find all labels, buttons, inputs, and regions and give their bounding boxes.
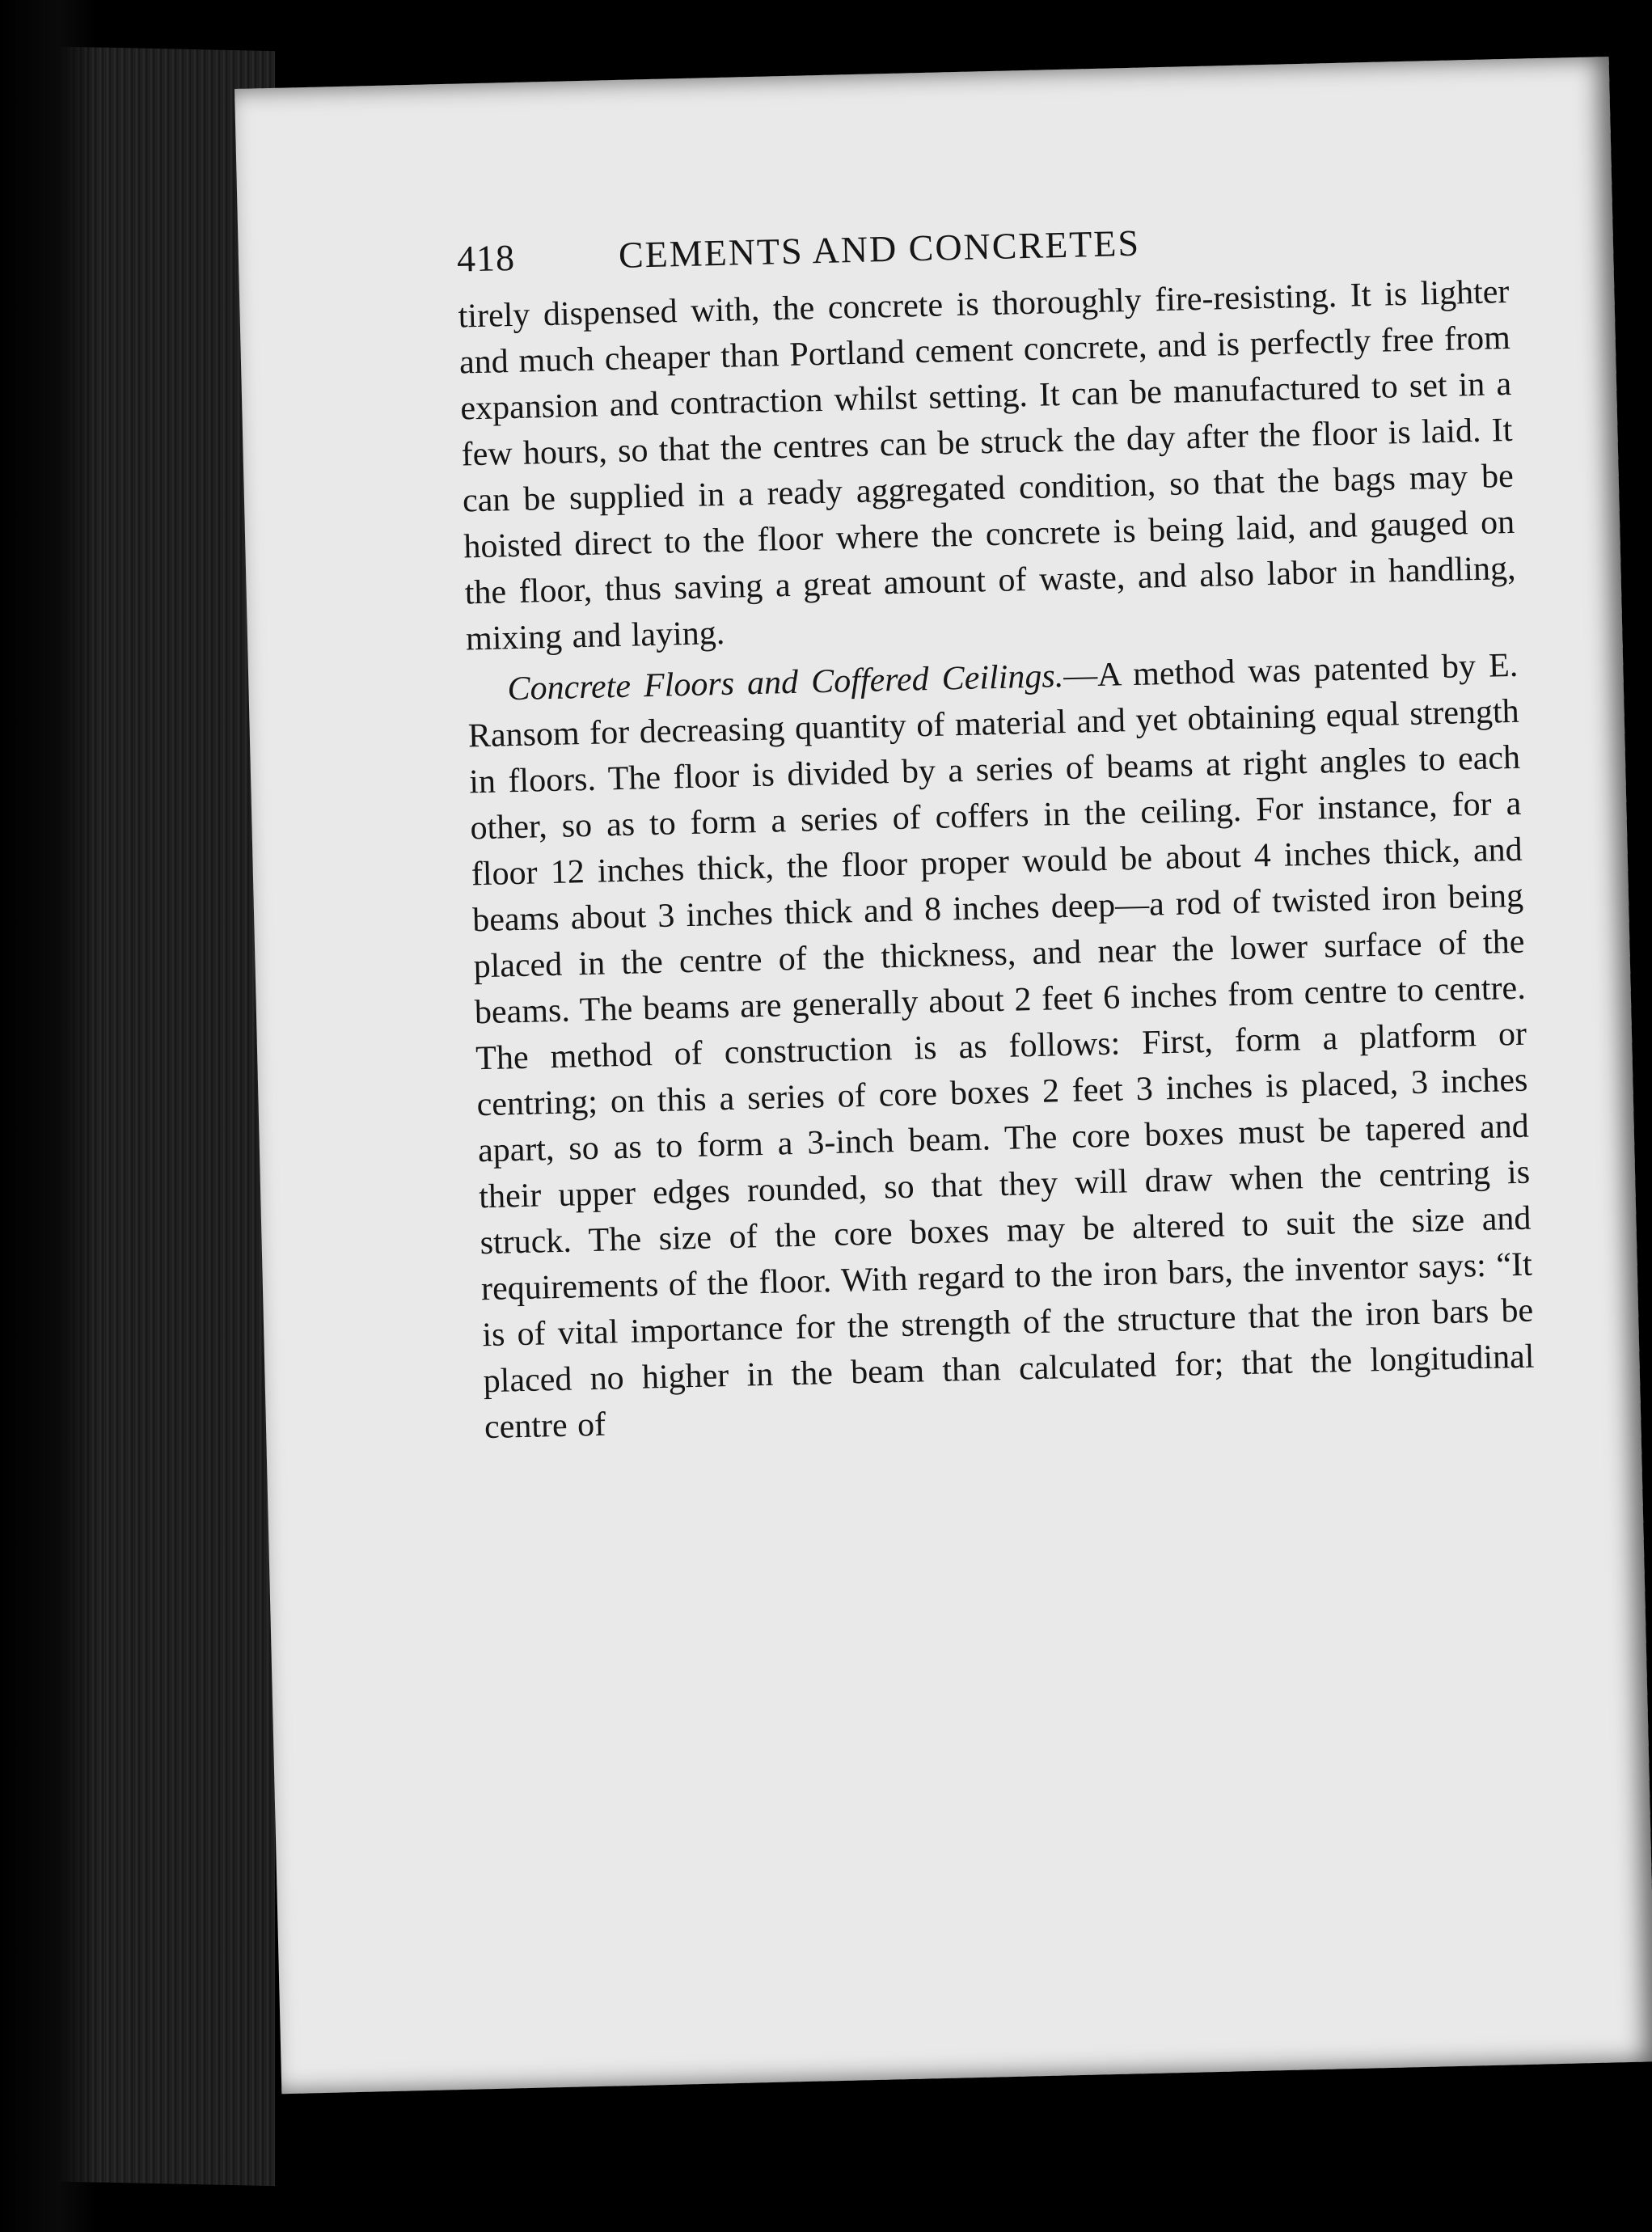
running-title: CEMENTS AND CONCRETES <box>618 222 1141 276</box>
section-subhead: Concrete Floors and Coffered Ceilings. <box>507 657 1064 708</box>
page-number: 418 <box>456 236 516 280</box>
paragraph <box>458 269 1517 663</box>
book-page <box>234 57 1652 2094</box>
page-content <box>456 213 1536 1451</box>
scan-dark-border <box>0 0 97 2232</box>
paragraph-text: —A method was patented by E. Ransom for decreasing quantity of material and yet obtaining equal strength in floors. The floor is divided by a series of beams at right angles to each other, so as to form a series of coffers in the ceiling. For instance, for a floor 12 inches thick, the floor proper would be about 4 inches thick, and beams about 3 inches thick and 8 inches deep—a rod of twisted iron being placed in the centre of the thickness, and near the lower surface of the beams. The beams are generally about 2 feet 6 inches from centre to centre. The method of construction is as follows: First, form a platform or centring; on this a series of core boxes 2 feet 3 inches is placed, 3 inches apart, so as to form a 3-inch beam. The core boxes must be tapered and their upper edges rounded, so that they will draw when the centring is struck. The size of the core boxes may be altered to suit the size and requirements of the floor. With regard to the iron bars, the inventor says: “It is of vital importance for the strength of the structure that the iron bars be placed no higher in the beam than calculated for; that the longitudinal centre of <box>467 646 1535 1447</box>
paragraph-text: tirely dispensed with, the concrete is thoroughly fire-resisting. It is lighter and much cheaper than Portland cement concrete, and is perfectly free from expansion and contraction whilst setting. It can be manufactured to set in a few hours, so that the centres can be struck the day after the floor is laid. It can be supplied in a ready aggregated condition, so that the bags may be hoisted direct to the floor where the concrete is being laid, and gauged on the floor, thus saving a great amount of waste, and also labor in handling, mixing and laying. <box>458 273 1516 658</box>
paragraph <box>467 643 1536 1451</box>
body-text <box>458 269 1536 1451</box>
